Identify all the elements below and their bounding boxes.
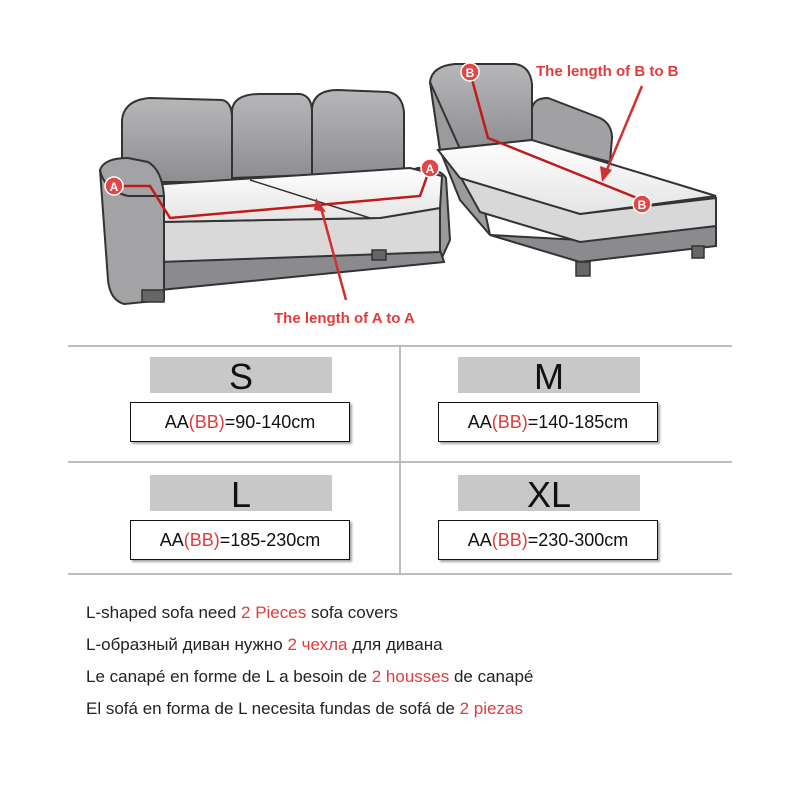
size-table bbox=[68, 345, 732, 575]
range-prefix: AA bbox=[164, 412, 189, 432]
size-range bbox=[438, 520, 658, 560]
svg-text:A: A bbox=[109, 180, 119, 194]
size-range bbox=[130, 402, 350, 442]
note-highlight: 2 housses bbox=[371, 667, 450, 686]
range-value: =185-230cm bbox=[219, 530, 321, 550]
svg-text:B: B bbox=[465, 66, 475, 80]
note-text: El sofá en forma de L necesita fundas de sofá de bbox=[86, 699, 460, 718]
note-highlight: 2 чехла bbox=[287, 635, 348, 654]
range-prefix: AA bbox=[467, 412, 492, 432]
svg-text:A: A bbox=[425, 162, 435, 176]
note-french bbox=[86, 661, 533, 693]
range-value: =140-185cm bbox=[527, 412, 629, 432]
note-text: для дивана bbox=[347, 635, 443, 654]
note-highlight: 2 piezas bbox=[459, 699, 523, 718]
size-cell-m bbox=[376, 345, 686, 455]
marker-a-right bbox=[421, 159, 439, 177]
range-paren: (BB) bbox=[491, 412, 528, 432]
sofa-illustration bbox=[0, 0, 800, 340]
note-text: de canapé bbox=[449, 667, 534, 686]
note-text: sofa covers bbox=[306, 603, 398, 622]
notes-block bbox=[86, 597, 533, 725]
range-value: =230-300cm bbox=[527, 530, 629, 550]
bb-length-label: The length of B to B bbox=[536, 63, 679, 80]
size-cell-s bbox=[68, 345, 378, 455]
range-paren: (BB) bbox=[188, 412, 225, 432]
range-paren: (BB) bbox=[491, 530, 528, 550]
note-english bbox=[86, 597, 533, 629]
range-prefix: AA bbox=[159, 530, 184, 550]
note-text: Le canapé en forme de L a besoin de bbox=[86, 667, 372, 686]
size-cell-xl bbox=[376, 463, 686, 573]
range-prefix: AA bbox=[467, 530, 492, 550]
size-label: XL bbox=[458, 475, 640, 511]
note-text: L-образный диван нужно bbox=[86, 635, 288, 654]
size-cell-l bbox=[68, 463, 378, 573]
size-label: S bbox=[150, 357, 332, 393]
range-value: =90-140cm bbox=[224, 412, 316, 432]
three-seat-sofa bbox=[100, 90, 450, 304]
note-text: L-shaped sofa need bbox=[86, 603, 242, 622]
note-spanish bbox=[86, 693, 533, 725]
size-range bbox=[438, 402, 658, 442]
note-russian bbox=[86, 629, 533, 661]
size-range bbox=[130, 520, 350, 560]
svg-text:B: B bbox=[637, 198, 647, 212]
range-paren: (BB) bbox=[183, 530, 220, 550]
note-highlight: 2 Pieces bbox=[241, 603, 307, 622]
aa-length-label: The length of A to A bbox=[274, 310, 415, 327]
marker-a-left bbox=[105, 177, 123, 195]
size-label: L bbox=[150, 475, 332, 511]
chaise-sofa bbox=[430, 64, 716, 276]
marker-b-bottom bbox=[633, 195, 651, 213]
marker-b-top bbox=[461, 63, 479, 81]
size-label: M bbox=[458, 357, 640, 393]
